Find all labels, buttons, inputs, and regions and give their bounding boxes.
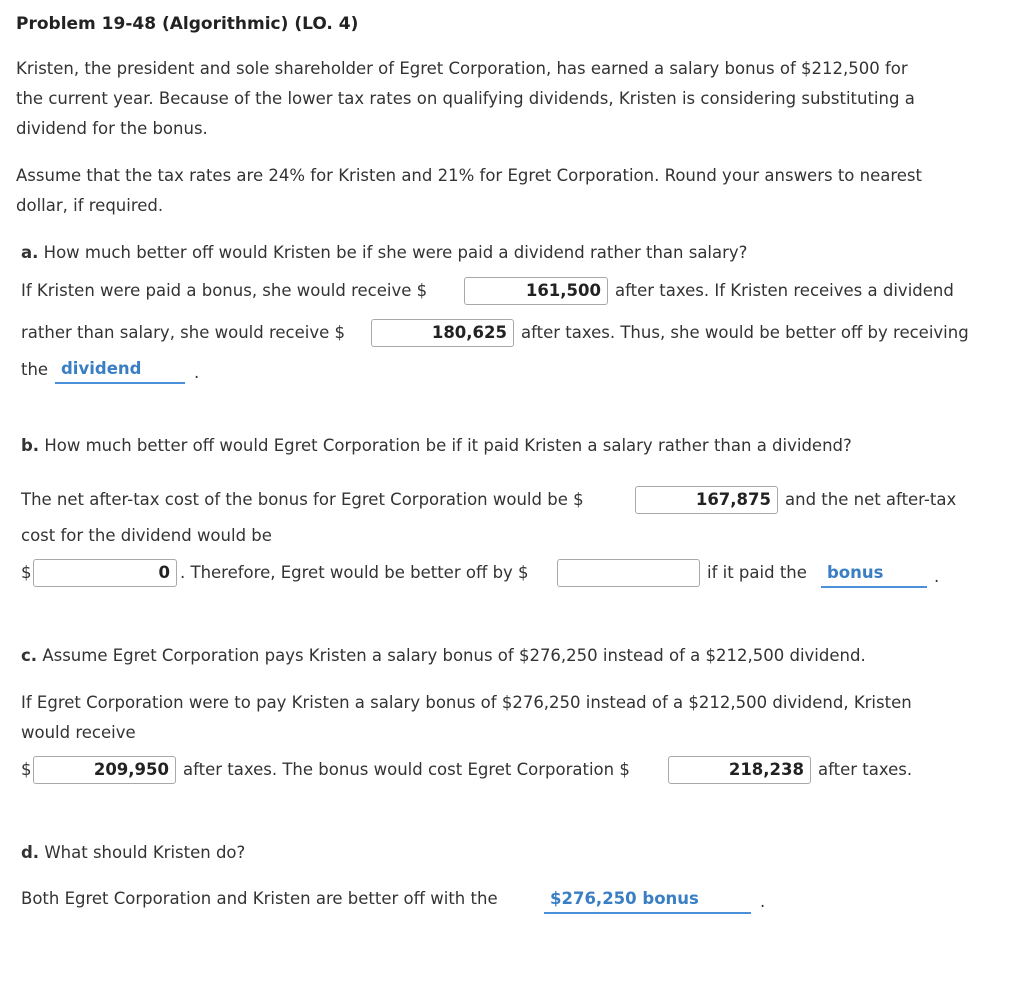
part-a-text: after taxes. If Kristen receives a dividend bbox=[615, 281, 954, 300]
part-a-text: rather than salary, she would receive $ bbox=[21, 323, 346, 342]
part-b-text: . Therefore, Egret would be better off by $ bbox=[180, 563, 529, 582]
dividend-after-tax-input[interactable]: 180,625 bbox=[371, 319, 514, 347]
period: . bbox=[934, 567, 940, 586]
bonus-net-cost-input[interactable]: 167,875 bbox=[635, 486, 778, 514]
period: . bbox=[760, 892, 766, 911]
intro-line: dividend for the bonus. bbox=[16, 119, 208, 138]
part-c-question-text: Assume Egret Corporation pays Kristen a salary bonus of $276,250 instead of a $212,500 dividend. bbox=[42, 646, 866, 665]
bonus-cost-input[interactable]: 218,238 bbox=[668, 756, 811, 784]
part-b-question bbox=[21, 431, 852, 461]
part-d-question bbox=[21, 838, 245, 868]
part-a-text: after taxes. Thus, she would be better off by receiving bbox=[521, 323, 969, 342]
intro-line: Kristen, the president and sole shareholder of Egret Corporation, has earned a salary bonus of $212,500 for bbox=[16, 59, 908, 78]
part-b-label: b. bbox=[21, 436, 40, 455]
part-c-text: If Egret Corporation were to pay Kristen a salary bonus of $276,250 instead of a $212,500 dividend, Kristen bbox=[21, 693, 912, 712]
part-b-dropdown[interactable]: bonus bbox=[821, 562, 927, 588]
part-a-question bbox=[21, 238, 747, 268]
part-a-text: If Kristen were paid a bonus, she would receive $ bbox=[21, 281, 428, 300]
part-c-text: after taxes. The bonus would cost Egret Corporation $ bbox=[183, 760, 630, 779]
part-a-question-text: How much better off would Kristen be if she were paid a dividend rather than salary? bbox=[43, 243, 748, 262]
part-d-label: d. bbox=[21, 843, 40, 862]
part-d-text: Both Egret Corporation and Kristen are better off with the bbox=[21, 889, 498, 908]
egret-better-off-input[interactable] bbox=[557, 559, 700, 587]
part-c-question bbox=[21, 641, 866, 671]
part-b-text: if it paid the bbox=[707, 563, 807, 582]
dollar-sign: $ bbox=[21, 760, 32, 779]
part-a-dropdown[interactable]: dividend bbox=[55, 358, 185, 384]
dollar-sign: $ bbox=[21, 563, 32, 582]
intro-line: the current year. Because of the lower tax rates on qualifying dividends, Kristen is considering substituting a bbox=[16, 89, 915, 108]
intro-line: Assume that the tax rates are 24% for Kristen and 21% for Egret Corporation. Round your answers to nearest bbox=[16, 166, 923, 185]
part-d-question-text: What should Kristen do? bbox=[44, 843, 246, 862]
dividend-net-cost-input[interactable]: 0 bbox=[33, 559, 177, 587]
part-a-label: a. bbox=[21, 243, 39, 262]
part-b-question-text: How much better off would Egret Corporation be if it paid Kristen a salary rather than a dividend? bbox=[44, 436, 852, 455]
part-c-text: after taxes. bbox=[818, 760, 913, 779]
part-b-text: cost for the dividend would be bbox=[21, 526, 272, 545]
intro-line: dollar, if required. bbox=[16, 196, 164, 215]
part-b-text: The net after-tax cost of the bonus for Egret Corporation would be $ bbox=[21, 490, 584, 509]
part-b-text: and the net after-tax bbox=[785, 490, 957, 509]
part-c-label: c. bbox=[21, 646, 38, 665]
period: . bbox=[194, 363, 200, 382]
bonus-after-tax-input[interactable]: 161,500 bbox=[464, 277, 608, 305]
page-title: Problem 19-48 (Algorithmic) (LO. 4) bbox=[16, 14, 359, 34]
kristen-receive-input[interactable]: 209,950 bbox=[33, 756, 176, 784]
part-d-dropdown[interactable]: $276,250 bonus bbox=[544, 888, 751, 914]
part-c-text: would receive bbox=[21, 723, 136, 742]
part-a-text: the bbox=[21, 360, 49, 379]
